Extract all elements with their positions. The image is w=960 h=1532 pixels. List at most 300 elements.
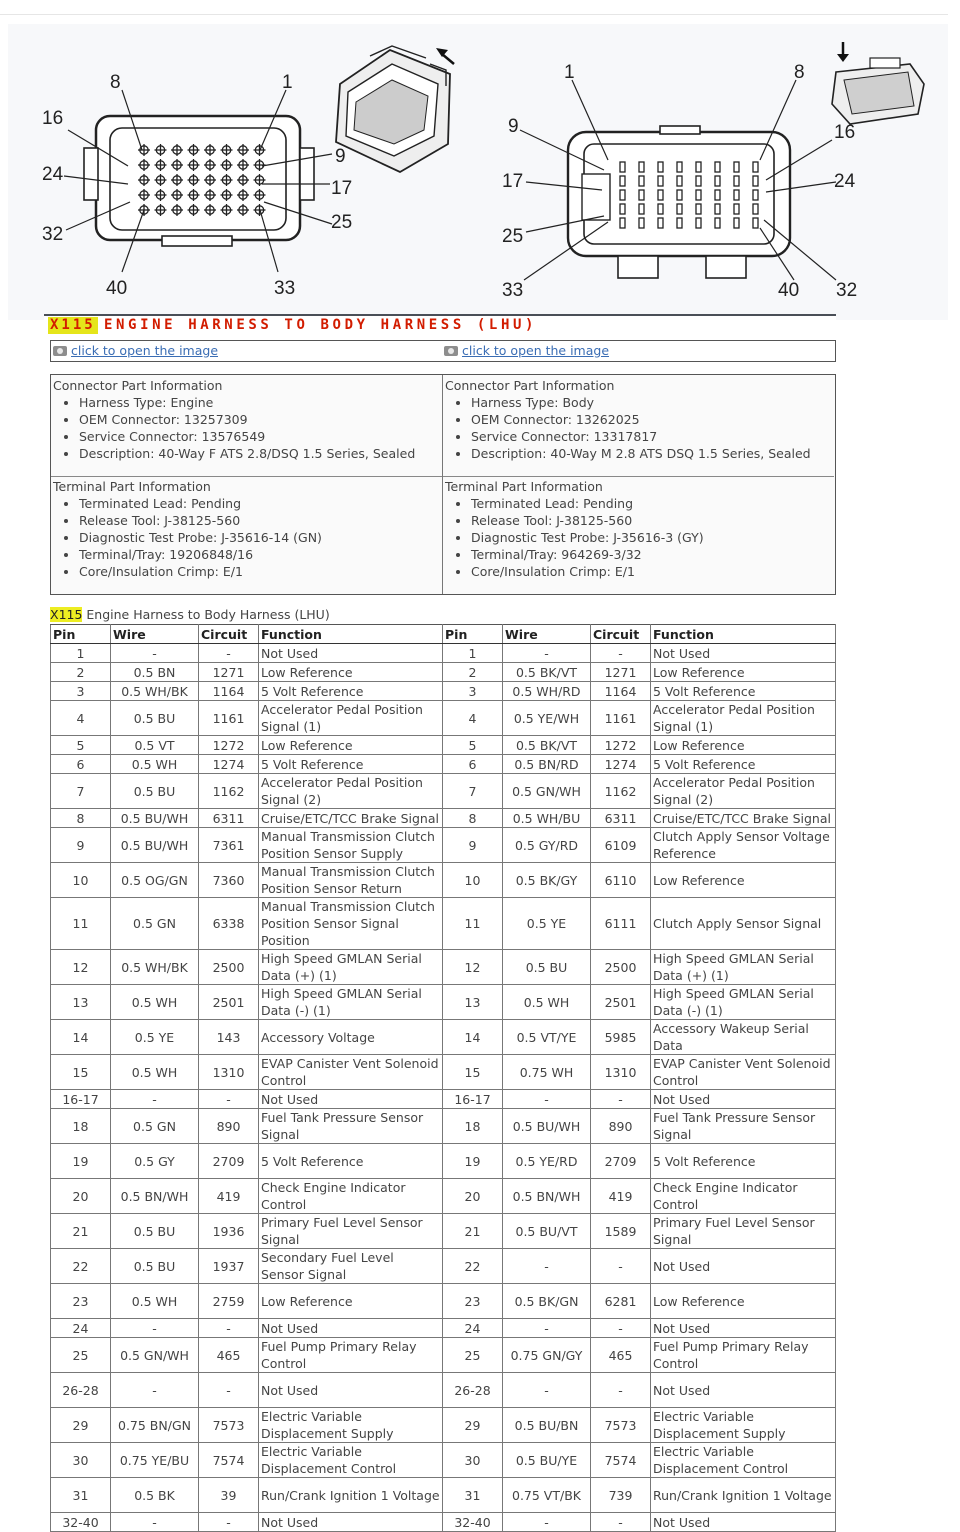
- pin-cell: 12: [443, 950, 503, 985]
- circuit-cell: 890: [591, 1109, 651, 1144]
- circuit-cell: 5985: [591, 1020, 651, 1055]
- wire-cell: 0.5 YE/RD: [503, 1144, 591, 1179]
- table-row: [51, 701, 836, 736]
- circuit-cell: 1161: [199, 701, 259, 736]
- function-cell: Electric Variable Displacement Control: [651, 1443, 836, 1478]
- connector-pin: [620, 204, 625, 214]
- wire-cell: -: [111, 644, 199, 663]
- pin-cell: 26-28: [443, 1373, 503, 1408]
- circuit-cell: 2500: [591, 950, 651, 985]
- function-cell: Not Used: [259, 1513, 443, 1532]
- wire-cell: 0.5 WH/BK: [111, 950, 199, 985]
- pin-cell: 32-40: [443, 1513, 503, 1532]
- table-row: [51, 828, 836, 863]
- circuit-cell: 1274: [199, 755, 259, 774]
- function-cell: High Speed GMLAN Serial Data (-) (1): [651, 985, 836, 1020]
- circuit-cell: 1589: [591, 1214, 651, 1249]
- wire-cell: 0.5 BK: [111, 1478, 199, 1513]
- image-link-left-cell: [53, 341, 218, 361]
- circuit-cell: 6311: [199, 809, 259, 828]
- open-image-link-left[interactable]: click to open the image: [71, 343, 219, 358]
- pin-label: 32: [836, 280, 858, 301]
- circuit-cell: -: [591, 1090, 651, 1109]
- connector-pin: [753, 204, 758, 214]
- wire-cell: 0.5 WH/RD: [503, 682, 591, 701]
- column-header: Circuit: [199, 625, 259, 644]
- column-header: Pin: [51, 625, 111, 644]
- function-cell: Run/Crank Ignition 1 Voltage: [651, 1478, 836, 1513]
- image-link-right-cell: [444, 341, 609, 361]
- function-cell: Accessory Voltage: [259, 1020, 443, 1055]
- pin-cell: 2: [443, 663, 503, 682]
- connector-pin: [696, 162, 701, 172]
- function-cell: Low Reference: [259, 1284, 443, 1319]
- function-cell: 5 Volt Reference: [651, 1144, 836, 1179]
- connector-pin: [715, 218, 720, 228]
- circuit-cell: -: [591, 1513, 651, 1532]
- wire-cell: -: [111, 1513, 199, 1532]
- pin-cell: 6: [443, 755, 503, 774]
- circuit-cell: 7573: [199, 1408, 259, 1443]
- function-cell: EVAP Canister Vent Solenoid Control: [259, 1055, 443, 1090]
- circuit-cell: 6281: [591, 1284, 651, 1319]
- pin-cell: 26-28: [51, 1373, 111, 1408]
- function-cell: Not Used: [651, 644, 836, 663]
- table-row: [51, 950, 836, 985]
- open-image-link-right[interactable]: click to open the image: [462, 343, 610, 358]
- function-cell: Low Reference: [651, 863, 836, 898]
- wire-cell: -: [111, 1319, 199, 1338]
- function-cell: Electric Variable Displacement Control: [259, 1443, 443, 1478]
- connector-pin: [696, 218, 701, 228]
- connector-pin: [658, 204, 663, 214]
- circuit-cell: -: [591, 1319, 651, 1338]
- table-row: [51, 1090, 836, 1109]
- function-cell: Accelerator Pedal Position Signal (1): [259, 701, 443, 736]
- wire-cell: 0.5 OG/GN: [111, 863, 199, 898]
- circuit-cell: 7573: [591, 1408, 651, 1443]
- wire-cell: -: [111, 1090, 199, 1109]
- pin-cell: 11: [443, 898, 503, 950]
- info-item: • OEM Connector: 13262025: [471, 411, 834, 428]
- function-cell: Manual Transmission Clutch Position Sensor Signal Position: [259, 898, 443, 950]
- pin-cell: 4: [443, 701, 503, 736]
- connector-pin: [620, 190, 625, 200]
- connector-pin: [734, 162, 739, 172]
- function-cell: Low Reference: [651, 736, 836, 755]
- pin-cell: 21: [51, 1214, 111, 1249]
- section-heading: Terminal Part Information: [445, 479, 603, 494]
- wire-cell: 0.5 BN/RD: [503, 755, 591, 774]
- function-cell: Primary Fuel Level Sensor Signal: [651, 1214, 836, 1249]
- pin-cell: 24: [51, 1319, 111, 1338]
- connector-pin: [639, 218, 644, 228]
- info-item: • Harness Type: Body: [471, 394, 834, 411]
- pin-label: 33: [274, 278, 296, 299]
- table-row: [51, 1513, 836, 1532]
- function-cell: Secondary Fuel Level Sensor Signal: [259, 1249, 443, 1284]
- connector-code: X115: [50, 317, 96, 333]
- circuit-cell: 419: [591, 1179, 651, 1214]
- pin-cell: 9: [443, 828, 503, 863]
- column-header: Circuit: [591, 625, 651, 644]
- column-header: Wire: [503, 625, 591, 644]
- function-cell: Fuel Tank Pressure Sensor Signal: [651, 1109, 836, 1144]
- pin-label: 32: [42, 224, 64, 245]
- pin-cell: 3: [443, 682, 503, 701]
- pin-cell: 25: [443, 1338, 503, 1373]
- table-row: [51, 863, 836, 898]
- pin-cell: 22: [51, 1249, 111, 1284]
- connector-pin: [734, 204, 739, 214]
- circuit-cell: 2709: [199, 1144, 259, 1179]
- column-header: Function: [259, 625, 443, 644]
- function-cell: Fuel Pump Primary Relay Control: [651, 1338, 836, 1373]
- pin-label: 9: [335, 146, 346, 167]
- circuit-cell: 1271: [591, 663, 651, 682]
- info-item: • Service Connector: 13317817: [471, 428, 834, 445]
- wire-cell: -: [503, 1373, 591, 1408]
- connector-pin: [620, 218, 625, 228]
- pin-cell: 31: [51, 1478, 111, 1513]
- connector-pin: [677, 162, 682, 172]
- circuit-cell: 6311: [591, 809, 651, 828]
- table-row: [51, 682, 836, 701]
- connector-pin: [658, 218, 663, 228]
- function-cell: Not Used: [651, 1090, 836, 1109]
- function-cell: 5 Volt Reference: [651, 682, 836, 701]
- engine-harness-info: [51, 375, 443, 594]
- connector-title: ENGINE HARNESS TO BODY HARNESS (LHU): [104, 317, 538, 333]
- wire-cell: 0.5 VT/YE: [503, 1020, 591, 1055]
- function-cell: Run/Crank Ignition 1 Voltage: [259, 1478, 443, 1513]
- wire-cell: -: [503, 1319, 591, 1338]
- section-heading: Connector Part Information: [445, 378, 615, 393]
- connector-pin: [734, 218, 739, 228]
- info-item: • Release Tool: J-38125-560: [471, 512, 834, 529]
- function-cell: Check Engine Indicator Control: [651, 1179, 836, 1214]
- connector-title-bar: [44, 314, 836, 336]
- function-cell: 5 Volt Reference: [259, 682, 443, 701]
- connector-pin: [715, 204, 720, 214]
- pin-cell: 13: [51, 985, 111, 1020]
- function-cell: Low Reference: [259, 736, 443, 755]
- section-heading: Connector Part Information: [53, 378, 223, 393]
- connector-pin: [753, 176, 758, 186]
- wire-cell: 0.5 BU/WH: [111, 809, 199, 828]
- connector-pin: [677, 176, 682, 186]
- wire-cell: 0.5 GN/WH: [111, 1338, 199, 1373]
- pin-cell: 16-17: [51, 1090, 111, 1109]
- circuit-cell: 7361: [199, 828, 259, 863]
- table-row: [51, 736, 836, 755]
- function-cell: Not Used: [259, 1090, 443, 1109]
- table-row: [51, 1055, 836, 1090]
- pin-label: 8: [794, 62, 805, 83]
- function-cell: Manual Transmission Clutch Position Sensor Supply: [259, 828, 443, 863]
- wire-cell: 0.75 VT/BK: [503, 1478, 591, 1513]
- function-cell: Electric Variable Displacement Supply: [651, 1408, 836, 1443]
- function-cell: EVAP Canister Vent Solenoid Control: [651, 1055, 836, 1090]
- wire-cell: 0.5 BU: [111, 701, 199, 736]
- top-divider: [0, 14, 948, 15]
- wire-cell: -: [503, 1513, 591, 1532]
- circuit-cell: -: [199, 1090, 259, 1109]
- circuit-cell: 465: [199, 1338, 259, 1373]
- connector-part-info: [443, 377, 834, 462]
- table-row: [51, 1284, 836, 1319]
- circuit-cell: -: [591, 644, 651, 663]
- info-item: • Terminal/Tray: 964269-3/32: [471, 546, 834, 563]
- info-item: • Terminated Lead: Pending: [79, 495, 442, 512]
- info-item: • Service Connector: 13576549: [79, 428, 442, 445]
- pin-label: 40: [106, 278, 128, 299]
- function-cell: Cruise/ETC/TCC Brake Signal: [259, 809, 443, 828]
- wire-cell: 0.5 GY: [111, 1144, 199, 1179]
- function-cell: 5 Volt Reference: [259, 755, 443, 774]
- connector-pin: [639, 204, 644, 214]
- wire-cell: 0.5 BK/GN: [503, 1284, 591, 1319]
- wire-cell: 0.5 GY/RD: [503, 828, 591, 863]
- right-arrow-icon: [837, 42, 849, 62]
- right-connector-3d: [832, 58, 924, 124]
- pin-cell: 14: [443, 1020, 503, 1055]
- wire-cell: 0.5 WH: [111, 985, 199, 1020]
- circuit-cell: -: [199, 1319, 259, 1338]
- circuit-cell: 1310: [591, 1055, 651, 1090]
- circuit-cell: 1161: [591, 701, 651, 736]
- circuit-cell: 2500: [199, 950, 259, 985]
- pin-cell: 8: [51, 809, 111, 828]
- connector-pin: [677, 204, 682, 214]
- pin-label: 33: [502, 280, 524, 301]
- circuit-cell: 2709: [591, 1144, 651, 1179]
- pin-cell: 15: [51, 1055, 111, 1090]
- pin-cell: 7: [443, 774, 503, 809]
- circuit-cell: -: [199, 1513, 259, 1532]
- info-item: • Terminal/Tray: 19206848/16: [79, 546, 442, 563]
- pin-cell: 10: [443, 863, 503, 898]
- pin-cell: 18: [443, 1109, 503, 1144]
- circuit-cell: 7360: [199, 863, 259, 898]
- circuit-cell: 1162: [591, 774, 651, 809]
- wire-cell: 0.5 WH: [503, 985, 591, 1020]
- circuit-cell: 39: [199, 1478, 259, 1513]
- wire-cell: 0.5 BU: [111, 1214, 199, 1249]
- pin-cell: 7: [51, 774, 111, 809]
- table-row: [51, 1338, 836, 1373]
- pin-cell: 9: [51, 828, 111, 863]
- info-item: • Harness Type: Engine: [79, 394, 442, 411]
- connector-pin: [639, 162, 644, 172]
- table-row: [51, 1373, 836, 1408]
- circuit-cell: -: [199, 644, 259, 663]
- terminal-part-info: [443, 476, 834, 580]
- circuit-cell: 2759: [199, 1284, 259, 1319]
- function-cell: High Speed GMLAN Serial Data (+) (1): [259, 950, 443, 985]
- pin-cell: 29: [443, 1408, 503, 1443]
- table-row: [51, 1408, 836, 1443]
- function-cell: Fuel Tank Pressure Sensor Signal: [259, 1109, 443, 1144]
- camera-icon: [444, 346, 458, 356]
- image-link-bar: [50, 340, 836, 362]
- body-harness-info: [443, 375, 834, 594]
- function-cell: Accelerator Pedal Position Signal (2): [651, 774, 836, 809]
- wire-cell: 0.75 GN/GY: [503, 1338, 591, 1373]
- table-row: [51, 1214, 836, 1249]
- wire-cell: 0.5 BN/WH: [111, 1179, 199, 1214]
- wire-cell: 0.5 BU: [111, 774, 199, 809]
- pin-label: 17: [331, 178, 353, 199]
- table-row: [51, 755, 836, 774]
- table-row: [51, 985, 836, 1020]
- table-row: [51, 774, 836, 809]
- wire-cell: 0.5 BU/WH: [503, 1109, 591, 1144]
- function-cell: Cruise/ETC/TCC Brake Signal: [651, 809, 836, 828]
- pin-cell: 11: [51, 898, 111, 950]
- function-cell: Primary Fuel Level Sensor Signal: [259, 1214, 443, 1249]
- pin-cell: 16-17: [443, 1090, 503, 1109]
- pin-cell: 1: [51, 644, 111, 663]
- pin-cell: 3: [51, 682, 111, 701]
- circuit-cell: 1936: [199, 1214, 259, 1249]
- pin-cell: 31: [443, 1478, 503, 1513]
- function-cell: Accelerator Pedal Position Signal (1): [651, 701, 836, 736]
- circuit-cell: 6111: [591, 898, 651, 950]
- pin-label: 9: [508, 116, 519, 137]
- wire-cell: 0.5 BN: [111, 663, 199, 682]
- connector-pin: [696, 204, 701, 214]
- wire-cell: 0.5 WH/BK: [111, 682, 199, 701]
- function-cell: Low Reference: [651, 663, 836, 682]
- table-row: [51, 898, 836, 950]
- function-cell: Not Used: [651, 1249, 836, 1284]
- function-cell: Low Reference: [651, 1284, 836, 1319]
- wire-cell: 0.5 VT: [111, 736, 199, 755]
- pin-cell: 8: [443, 809, 503, 828]
- table-caption-text: Engine Harness to Body Harness (LHU): [82, 607, 330, 622]
- left-connector-3d: [336, 46, 450, 172]
- pin-cell: 30: [443, 1443, 503, 1478]
- function-cell: Clutch Apply Sensor Signal: [651, 898, 836, 950]
- wire-cell: 0.5 YE: [503, 898, 591, 950]
- info-item: • Diagnostic Test Probe: J-35616-14 (GN): [79, 529, 442, 546]
- table-row: [51, 663, 836, 682]
- pin-cell: 29: [51, 1408, 111, 1443]
- pin-label: 8: [110, 72, 121, 93]
- connector-pin: [715, 176, 720, 186]
- circuit-cell: 1164: [591, 682, 651, 701]
- pin-cell: 14: [51, 1020, 111, 1055]
- table-row: [51, 1478, 836, 1513]
- connector-pin: [753, 162, 758, 172]
- circuit-cell: 6109: [591, 828, 651, 863]
- connector-pin: [658, 162, 663, 172]
- pin-label: 25: [331, 212, 353, 233]
- function-cell: Check Engine Indicator Control: [259, 1179, 443, 1214]
- circuit-cell: 7574: [199, 1443, 259, 1478]
- circuit-cell: 2501: [591, 985, 651, 1020]
- column-header: Pin: [443, 625, 503, 644]
- table-row: [51, 1020, 836, 1055]
- pin-cell: 22: [443, 1249, 503, 1284]
- circuit-cell: 739: [591, 1478, 651, 1513]
- wire-cell: 0.5 BU/YE: [503, 1443, 591, 1478]
- function-cell: Accessory Wakeup Serial Data: [651, 1020, 836, 1055]
- column-header: Wire: [111, 625, 199, 644]
- function-cell: 5 Volt Reference: [259, 1144, 443, 1179]
- wire-cell: 0.5 YE/WH: [503, 701, 591, 736]
- circuit-cell: 1271: [199, 663, 259, 682]
- pin-cell: 25: [51, 1338, 111, 1373]
- pin-label: 40: [778, 280, 800, 301]
- info-item: • Core/Insulation Crimp: E/1: [471, 563, 834, 580]
- function-cell: Not Used: [651, 1513, 836, 1532]
- section-heading: Terminal Part Information: [53, 479, 211, 494]
- function-cell: Electric Variable Displacement Supply: [259, 1408, 443, 1443]
- circuit-cell: -: [591, 1249, 651, 1284]
- pin-cell: 23: [51, 1284, 111, 1319]
- left-connector-diagram: [30, 24, 460, 314]
- function-cell: 5 Volt Reference: [651, 755, 836, 774]
- table-row: [51, 1319, 836, 1338]
- connector-pin: [696, 176, 701, 186]
- pin-cell: 5: [443, 736, 503, 755]
- wire-cell: 0.5 BU: [111, 1249, 199, 1284]
- wire-cell: 0.5 BN/WH: [503, 1179, 591, 1214]
- terminal-part-info: [51, 476, 442, 580]
- connector-part-info: [51, 377, 442, 462]
- wire-cell: 0.5 WH: [111, 1284, 199, 1319]
- function-cell: High Speed GMLAN Serial Data (+) (1): [651, 950, 836, 985]
- connector-pin: [658, 176, 663, 186]
- circuit-cell: -: [591, 1373, 651, 1408]
- circuit-cell: 6110: [591, 863, 651, 898]
- wire-cell: 0.5 BK/GY: [503, 863, 591, 898]
- circuit-cell: 2501: [199, 985, 259, 1020]
- wire-cell: 0.5 GN: [111, 1109, 199, 1144]
- connector-pin: [620, 176, 625, 186]
- wire-cell: 0.5 BK/VT: [503, 736, 591, 755]
- pin-label: 16: [42, 108, 64, 129]
- pin-cell: 23: [443, 1284, 503, 1319]
- table-row: [51, 1109, 836, 1144]
- pin-label: 25: [502, 226, 524, 247]
- wire-cell: 0.75 YE/BU: [111, 1443, 199, 1478]
- pin-label: 24: [42, 164, 64, 185]
- info-item: • Description: 40-Way F ATS 2.8/DSQ 1.5 Series, Sealed: [79, 445, 442, 462]
- table-row: [51, 809, 836, 828]
- wire-cell: 0.5 BU/BN: [503, 1408, 591, 1443]
- circuit-cell: 1310: [199, 1055, 259, 1090]
- table-caption: [50, 607, 330, 622]
- wire-cell: 0.5 GN/WH: [503, 774, 591, 809]
- wire-cell: 0.5 BU/WH: [111, 828, 199, 863]
- pin-cell: 21: [443, 1214, 503, 1249]
- function-cell: Clutch Apply Sensor Voltage Reference: [651, 828, 836, 863]
- pin-cell: 19: [443, 1144, 503, 1179]
- connector-pin: [639, 176, 644, 186]
- wire-cell: 0.5 BU/VT: [503, 1214, 591, 1249]
- table-row: [51, 644, 836, 663]
- info-item: • Core/Insulation Crimp: E/1: [79, 563, 442, 580]
- circuit-cell: 6338: [199, 898, 259, 950]
- pin-cell: 20: [51, 1179, 111, 1214]
- connector-pin: [715, 190, 720, 200]
- table-row: [51, 1144, 836, 1179]
- part-information-panel: [50, 374, 836, 595]
- wire-cell: -: [503, 644, 591, 663]
